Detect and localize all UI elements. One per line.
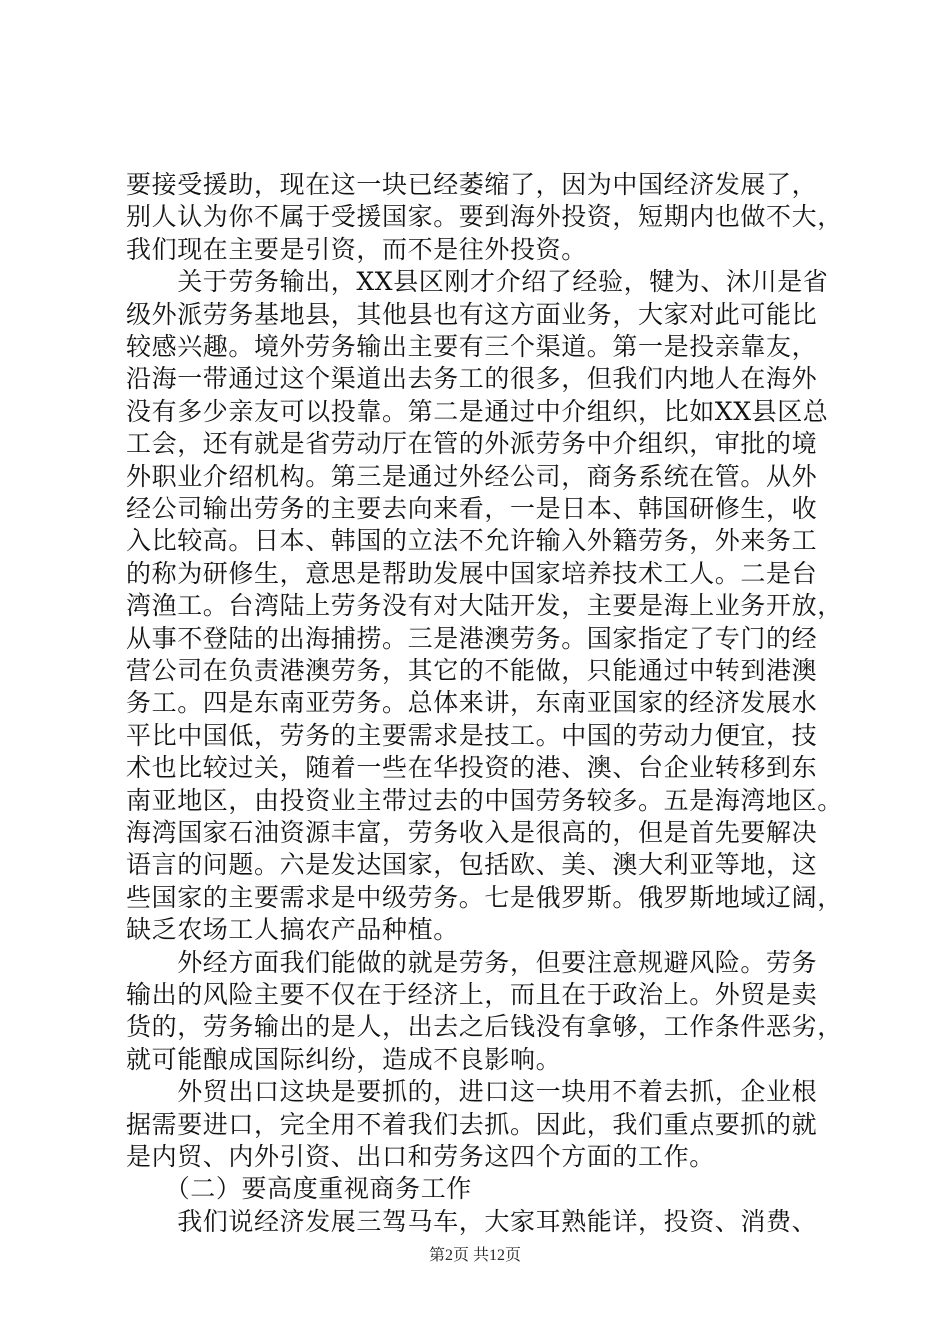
text-line: 我们现在主要是引资，而不是往外投资。 — [126, 234, 587, 264]
text-line: 工会，还有就是省劳动厅在管的外派劳务中介组织，审批的境 — [126, 429, 818, 459]
text-line: 务工。四是东南亚劳务。总体来讲，东南亚国家的经济发展水 — [126, 688, 818, 718]
text-line: 术也比较过关，随着一些在华投资的港、澳、台企业转移到东 — [126, 753, 818, 783]
text-line: 些国家的主要需求是中级劳务。七是俄罗斯。俄罗斯地域辽阔， — [126, 882, 843, 912]
text-line: 沿海一带通过这个渠道出去务工的很多，但我们内地人在海外 — [126, 364, 818, 394]
page-number-footer: 第2页 共12页 — [428, 1247, 521, 1264]
text-line: 货的，劳务输出的是人，出去之后钱没有拿够，工作条件恶劣， — [126, 1012, 843, 1042]
text-line: 从事不登陆的出海捕捞。三是港澳劳务。国家指定了专门的经 — [126, 623, 818, 653]
text-line: 没有多少亲友可以投靠。第二是通过中介组织，比如XX县区总 — [126, 396, 829, 426]
text-line: 外贸出口这块是要抓的，进口这一块用不着去抓，企业根 — [126, 1077, 818, 1107]
text-line: 要接受援助，现在这一块已经萎缩了，因为中国经济发展了， — [126, 170, 818, 199]
text-line: 营公司在负责港澳劳务，其它的不能做，只能通过中转到港澳 — [126, 656, 818, 685]
text-line: 语言的问题。六是发达国家，包括欧、美、澳大利亚等地，这 — [126, 850, 818, 880]
text-line: 外职业介绍机构。第三是通过外经公司，商务系统在管。从外 — [126, 461, 818, 491]
text-line: 关于劳务输出，XX县区刚才介绍了经验，犍为、沐川是省 — [126, 267, 829, 297]
text-line: 湾渔工。台湾陆上劳务没有对大陆开发，主要是海上业务开放， — [126, 591, 843, 621]
text-line: 的称为研修生，意思是帮助发展中国家培养技术工人。二是台 — [126, 558, 818, 588]
text-line: 经公司输出劳务的主要去向来看，一是日本、韩国研修生，收 — [126, 494, 818, 523]
text-line: 外经方面我们能做的就是劳务，但要注意规避风险。劳务 — [126, 947, 818, 977]
text-line: 就可能酿成国际纠纷，造成不良影响。 — [126, 1044, 562, 1074]
text-line: 海湾国家石油资源丰富，劳务收入是很高的，但是首先要解决 — [126, 818, 818, 847]
text-line: 别人认为你不属于受援国家。要到海外投资，短期内也做不大， — [126, 202, 843, 232]
text-line: 较感兴趣。境外劳务输出主要有三个渠道。第一是投亲靠友， — [126, 332, 818, 361]
text-line: 缺乏农场工人搞农产品种植。 — [126, 915, 459, 945]
text-line: （二）要高度重视商务工作 — [126, 1174, 472, 1204]
text-line: 南亚地区，由投资业主带过去的中国劳务较多。五是海湾地区。 — [126, 785, 843, 815]
text-line: 我们说经济发展三驾马车，大家耳熟能详，投资、消费、 — [126, 1206, 818, 1236]
text-line: 据需要进口，完全用不着我们去抓。因此，我们重点要抓的就 — [126, 1109, 818, 1139]
text-line: 入比较高。日本、韩国的立法不允许输入外籍劳务，外来务工 — [126, 526, 818, 556]
text-line: 是内贸、内外引资、出口和劳务这四个方面的工作。 — [126, 1142, 715, 1171]
text-line: 输出的风险主要不仅在于经济上，而且在于政治上。外贸是卖 — [126, 980, 818, 1009]
text-line: 平比中国低，劳务的主要需求是技工。中国的劳动力便宜，技 — [126, 720, 818, 750]
text-line: 级外派劳务基地县，其他县也有这方面业务，大家对此可能比 — [126, 299, 818, 329]
